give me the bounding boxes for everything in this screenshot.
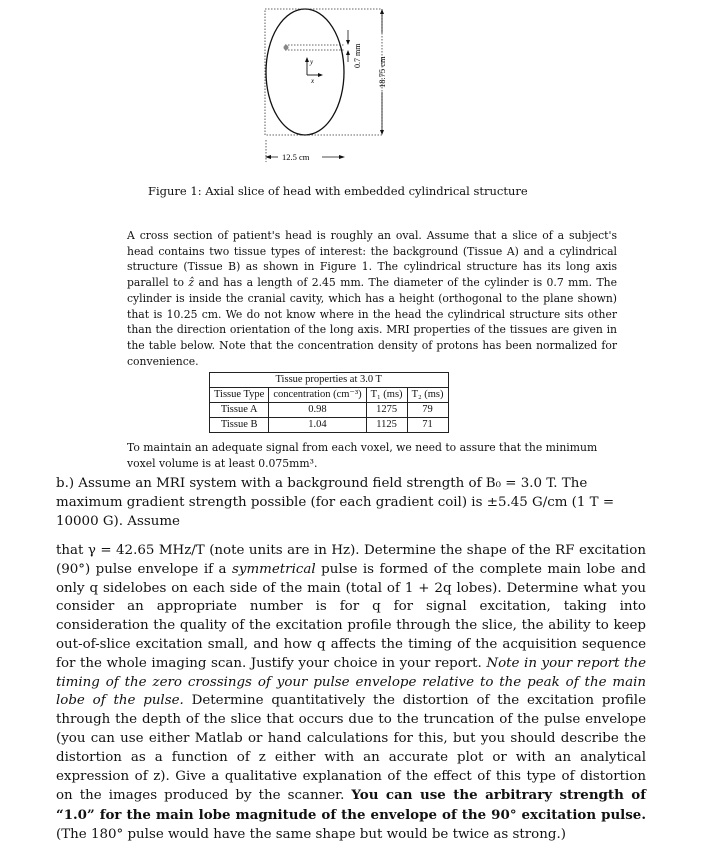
table-cell: 1125 xyxy=(366,418,407,433)
part-b-body xyxy=(56,542,646,845)
body-text-4: (The 180° pulse would have the same shape but would be twice as strong.) xyxy=(56,826,566,842)
intro-paragraph xyxy=(127,228,617,369)
header-tissue-type: Tissue Type xyxy=(210,388,269,403)
table-title: Tissue properties at 3.0 T xyxy=(210,373,449,388)
table-cell: Tissue A xyxy=(210,403,269,418)
header-concentration: concentration (cm⁻³) xyxy=(269,388,366,403)
figure-caption: Figure 1: Axial slice of head with embedded cylindrical structure xyxy=(148,184,528,198)
intro-text-2: and has a length of 2.45 mm. The diameter of the cylinder is 0.7 mm. The cylinder is inside the cranial cavity, which has a height (orthogonal to the plane shown) that is 10.25 cm. We do not know where in the head the cylindrical structure sits other than the direction orientation of the long axis. MRI properties of the tissues are given in the table below. Note that the concentration density of protons has been normalized for convenience. xyxy=(127,276,617,368)
cylinder-dot xyxy=(284,45,289,50)
table-row xyxy=(210,403,449,418)
body-italic-2: Note in your report the timing of the zero crossings of your pulse envelope relative to the peak of the main lobe of the pulse. xyxy=(56,655,646,709)
header-t1: T₁ (ms) xyxy=(366,388,407,403)
width-dimension: 12.5 cm xyxy=(282,152,310,162)
table-cell: Tissue B xyxy=(210,418,269,433)
head-oval xyxy=(266,9,344,135)
head-slice-figure xyxy=(250,0,400,170)
body-italic-1: symmetrical xyxy=(232,561,316,577)
diameter-dimension: 0.7 mm xyxy=(353,43,362,68)
header-t2: T₂ (ms) xyxy=(407,388,448,403)
bounding-box xyxy=(265,9,382,135)
table-cell: 79 xyxy=(407,403,448,418)
y-axis-label: y xyxy=(310,58,314,66)
z-hat-symbol: ẑ xyxy=(188,276,195,290)
body-text-3: Determine quantitatively the distortion of the excitation profile through the depth of the slice that occurs due to the truncation of the pulse envelope (you can use either Matlab or hand calculations for this, but you should describe the distortion as a function of z either with an accurate plot or with an analytical expression of z). Give a qualitative explanation of the effect of this type of distortion on the images produced by the scanner. xyxy=(56,693,646,804)
table-cell: 1.04 xyxy=(269,418,366,433)
part-b-intro: b.) Assume an MRI system with a background field strength of B₀ = 3.0 T. The maximum gradient strength possible (for each gradient coil) is ±5.45 G/cm (1 T = 10000 G). Assume xyxy=(56,476,615,529)
x-axis-label: x xyxy=(311,77,315,85)
table-cell: 1275 xyxy=(366,403,407,418)
table-row xyxy=(210,418,449,433)
table-title-row xyxy=(210,373,449,388)
height-dimension: 18.75 cm xyxy=(377,56,387,88)
tissue-properties-table xyxy=(209,372,449,433)
table-header-row xyxy=(210,388,449,403)
body-text-2: pulse is formed of the complete main lobe and only q sidelobes on each side of the main (total of 1 + 2q lobes). Determine what you consider an appropriate number is for q for signal excitation, taking into consideration the quality of the excitation profile through the slice, the ability to keep out-of-slice excitation small, and how q affects the timing of the acquisition sequence for the whole imaging scan. Justify your choice in your report. xyxy=(56,561,646,671)
intro-text-1: A cross section of patient's head is roughly an oval. Assume that a slice of a subject's head contains two tissue types of interest: the background (Tissue A) and a cylindrical structure (Tissue B) as shown in Figure 1. The cylindrical structure has its long axis parallel to xyxy=(127,229,617,290)
voxel-note: To maintain an adequate signal from each voxel, we need to assure that the minimum voxel volume is at least 0.075mm³. xyxy=(127,441,598,470)
body-text-1: that γ = 42.65 MHz/T (note units are in Hz). Determine the shape of the RF excitation (90°) pulse envelope if a xyxy=(56,543,646,577)
body-bold: You can use the arbitrary strength of “1.0” for the main lobe magnitude of the envelope of the 90° excitation pulse. xyxy=(56,787,646,824)
table-cell: 71 xyxy=(407,418,448,433)
table-cell: 0.98 xyxy=(269,403,366,418)
